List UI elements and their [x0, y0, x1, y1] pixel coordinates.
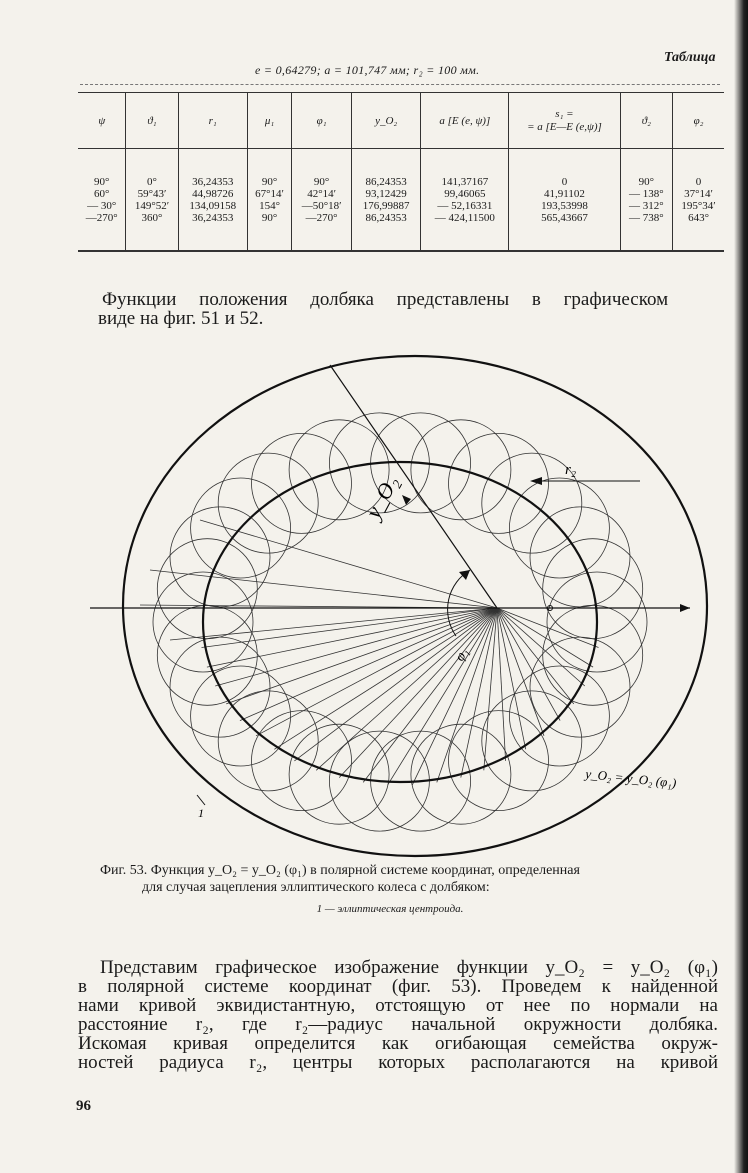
radius-ray — [388, 608, 497, 785]
label-1: 1 — [198, 806, 204, 820]
table-parameters: e = 0,64279; a = 101,747 мм; r₂ = 100 мм. — [255, 63, 480, 77]
caption-legend: 1 — эллиптическая центроида. — [316, 903, 464, 915]
curve-label: y_O₂ = y_O₂ (φ₁) — [584, 766, 678, 791]
y-arrow-head — [402, 495, 411, 505]
radius-ray — [497, 608, 560, 721]
header-s1: s₁ = = a [E—E (e,ψ)] — [509, 93, 620, 149]
header-theta1: ϑ₁ — [126, 93, 178, 149]
cell-phi2: 0 37°14′ 195°34′ 643° — [673, 149, 724, 252]
y-radius-line — [330, 365, 497, 608]
paragraph-2-line: Представим графическое изображение функции y_O₂ = y_O₂ (φ₁) — [100, 957, 718, 978]
phi-arc-arrow — [459, 570, 470, 580]
radius-ray — [215, 608, 497, 686]
figure-53 — [0, 340, 748, 860]
page-number: 96 — [76, 1098, 91, 1114]
paragraph-1-line: Функции положения долбяка представлены в графическом — [102, 289, 669, 310]
table-header-row — [78, 93, 724, 149]
table-tag: Таблица — [664, 50, 716, 65]
radius-ray — [150, 570, 497, 608]
cell-r1: 36,24353 44,98726 134,09158 36,24353 — [178, 149, 247, 252]
paragraph-2-line: ностей радиуса r₂, центры которых располагаются на кривой — [78, 1052, 718, 1073]
paragraph-2-line: Искомая кривая определится как огибающая семейства окруж- — [78, 1033, 718, 1054]
cell-aE: 141,37167 99,46065 — 52,16331 — 424,11500 — [421, 149, 509, 252]
paragraph-2-line: нами кривой эквидистантную, отстоящую от нее по нормали на — [78, 995, 718, 1016]
header-phi1: φ₁ — [292, 93, 352, 149]
cell-theta1: 0° 59°43′ 149°52′ 360° — [126, 149, 178, 252]
cell-psi: 90° 60° — 30° —270° — [78, 149, 126, 252]
paragraph-1-line: виде на фиг. 51 и 52. — [98, 308, 264, 329]
cell-s1: 0 41,91102 193,53998 565,43667 — [509, 149, 620, 252]
y-label: y_O₂ — [360, 471, 404, 523]
cell-yo2: 86,24353 93,12429 176,99887 86,24353 — [351, 149, 420, 252]
radius-ray — [497, 608, 593, 667]
phi-label: φ₁ — [452, 645, 473, 665]
caption-line: Фиг. 53. Функция y_O₂ = y_O₂ (φ₁) в полярной системе координат, определенная — [100, 863, 580, 878]
table-row — [78, 149, 724, 252]
radius-ray — [461, 608, 497, 778]
radius-ray — [497, 608, 574, 704]
paragraph-2 — [78, 958, 718, 1072]
r2-label: r₂ — [565, 462, 577, 478]
header-psi: ψ — [78, 93, 126, 149]
header-theta2: ϑ₂ — [620, 93, 673, 149]
label-1-leader — [197, 795, 205, 805]
caption-line: для случая зацепления эллиптического колеса с долбяком: — [142, 880, 490, 895]
radius-ray — [363, 608, 497, 782]
radius-ray — [497, 608, 544, 736]
cell-phi1: 90° 42°14′ —50°18′ —270° — [292, 149, 352, 252]
figure-caption — [100, 862, 720, 918]
paragraph-2-line: в полярной системе координат (фиг. 53). Проведем к найденной — [78, 976, 718, 997]
axis-arrow — [680, 604, 690, 612]
header-aE: a [E (e, ψ)] — [421, 93, 509, 149]
header-r1: r₁ — [178, 93, 247, 149]
cell-theta2: 90° — 138° — 312° — 738° — [620, 149, 673, 252]
header-yo2: y_O₂ — [351, 93, 420, 149]
radius-ray — [437, 608, 497, 782]
paragraph-2-line: расстояние r₂, где r₂—радиус начальной окружности долбяка. — [78, 1014, 718, 1035]
cell-mu1: 90° 67°14′ 154° 90° — [247, 149, 291, 252]
header-mu1: μ₁ — [247, 93, 291, 149]
paragraph-1 — [98, 289, 742, 329]
table-top-rule — [80, 84, 720, 85]
header-phi2: φ₂ — [673, 93, 724, 149]
data-table — [78, 92, 724, 252]
